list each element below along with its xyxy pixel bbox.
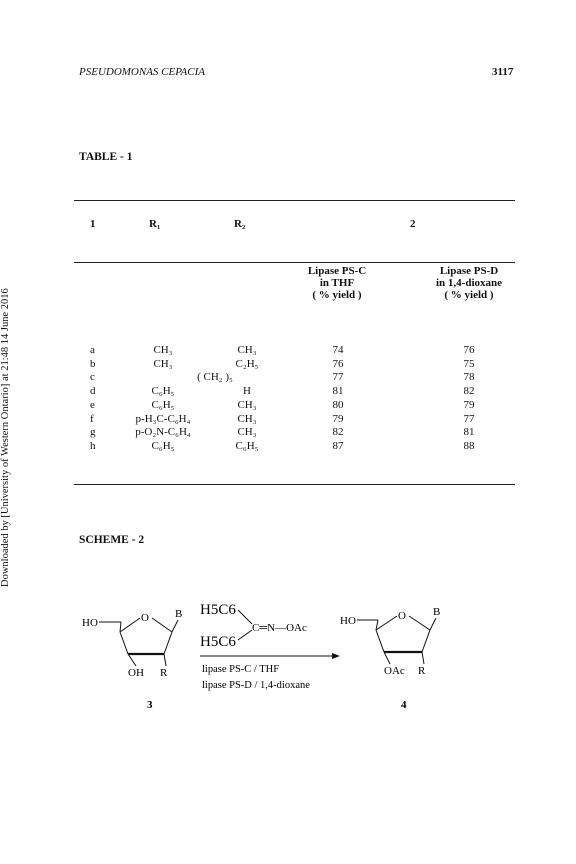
ring-oxygen-left: O <box>141 612 149 624</box>
subheader-ps-c-line1: Lipase PS-C <box>307 265 367 277</box>
compound-3-structure <box>82 608 182 679</box>
r1-r2-span: ( CH₂ )₅ <box>197 371 233 383</box>
r-label-right: R <box>418 665 426 677</box>
compound-3-number: 3 <box>147 699 153 711</box>
compound-4-number: 4 <box>401 699 407 711</box>
r1-cell: p-O₂N-C₆H₄ <box>135 426 191 438</box>
ps-c-yield: 82 <box>332 426 344 438</box>
header-col-2: 2 <box>410 218 416 230</box>
r1-cell: CH₃ <box>153 358 173 370</box>
oac-label-right: OAc <box>384 665 405 677</box>
ps-c-yield: 77 <box>332 371 344 383</box>
ps-d-yield: 88 <box>463 440 475 452</box>
ps-d-yield: 78 <box>463 371 475 383</box>
r2-cell: CH₃ <box>237 426 257 438</box>
ps-c-yield: 81 <box>332 385 344 397</box>
oxime-acetate-reagent <box>200 602 307 650</box>
subheader-ps-d-line1: Lipase PS-D <box>439 265 499 277</box>
r2-cell: C₆H₅ <box>235 440 259 452</box>
subheader-ps-d-line3: ( % yield ) <box>444 289 494 301</box>
reagent-upper-phenyl: H5C6 <box>200 602 236 618</box>
running-title: PSEUDOMONAS CEPACIA <box>79 66 205 78</box>
ps-d-yield: 79 <box>463 399 475 411</box>
base-label-right: B <box>433 606 441 618</box>
ps-c-yield: 76 <box>332 358 344 370</box>
ps-c-yield: 87 <box>332 440 344 452</box>
r1-cell: CH₃ <box>153 344 173 356</box>
compound-4-structure <box>340 606 440 677</box>
condition-ps-d: lipase PS-D / 1,4-dioxane <box>202 680 310 691</box>
row-id: h <box>90 440 96 452</box>
r-label-left: R <box>160 667 168 679</box>
reaction-scheme <box>0 580 576 720</box>
r1-cell: C₆H₅ <box>151 399 175 411</box>
row-id: d <box>90 385 96 397</box>
reagent-lower-phenyl: H5C6 <box>200 634 236 650</box>
page-number: 3117 <box>492 66 514 78</box>
scheme-title: SCHEME - 2 <box>79 534 145 546</box>
base-label-left: B <box>175 608 183 620</box>
row-id: f <box>90 413 94 425</box>
r1-cell: C₆H₅ <box>151 385 175 397</box>
row-id: g <box>90 426 96 438</box>
r2-cell: CH₃ <box>237 399 257 411</box>
reagent-link: C═N—OAc <box>252 622 307 634</box>
ps-c-yield: 79 <box>332 413 344 425</box>
header-col-1: 1 <box>90 218 96 230</box>
row-id: c <box>90 371 95 383</box>
reaction-arrowhead <box>332 653 340 659</box>
ring-oxygen-right: O <box>398 610 406 622</box>
subheader-ps-d <box>414 265 524 301</box>
row-id: a <box>90 344 95 356</box>
header-col-r1: R₁ <box>149 218 161 230</box>
table-bottom-rule <box>74 484 515 485</box>
table-mid-rule <box>74 262 515 263</box>
subheader-ps-c <box>292 265 382 301</box>
ho-label-right: HO <box>340 615 356 627</box>
header-col-r2: R₂ <box>234 218 246 230</box>
ps-d-yield: 76 <box>463 344 475 356</box>
r2-cell: C₂H₅ <box>235 358 259 370</box>
row-id: e <box>90 399 95 411</box>
row-id: b <box>90 358 96 370</box>
r2-cell: CH₃ <box>237 344 257 356</box>
ps-d-yield: 81 <box>463 426 475 438</box>
oh-label-left: OH <box>128 667 144 679</box>
subheader-ps-c-line2: in THF <box>319 277 355 289</box>
ps-c-yield: 80 <box>332 399 344 411</box>
r1-cell: p-H₃C-C₆H₄ <box>135 413 191 425</box>
r2-cell: CH₃ <box>237 413 257 425</box>
r2-cell: H <box>243 385 251 397</box>
table-title: TABLE - 1 <box>79 151 133 163</box>
download-note: Downloaded by [University of Western Ontario] at 21:48 14 June 2016 <box>0 288 11 588</box>
ps-d-yield: 77 <box>463 413 475 425</box>
condition-ps-c: lipase PS-C / THF <box>202 664 280 675</box>
r1-cell: C₆H₅ <box>151 440 175 452</box>
ho-label-left: HO <box>82 617 98 629</box>
ps-d-yield: 82 <box>463 385 475 397</box>
table-top-rule <box>74 200 515 201</box>
subheader-ps-d-line2: in 1,4-dioxane <box>435 277 502 289</box>
ps-d-yield: 75 <box>463 358 475 370</box>
subheader-ps-c-line3: ( % yield ) <box>312 289 362 301</box>
ps-c-yield: 74 <box>332 344 344 356</box>
